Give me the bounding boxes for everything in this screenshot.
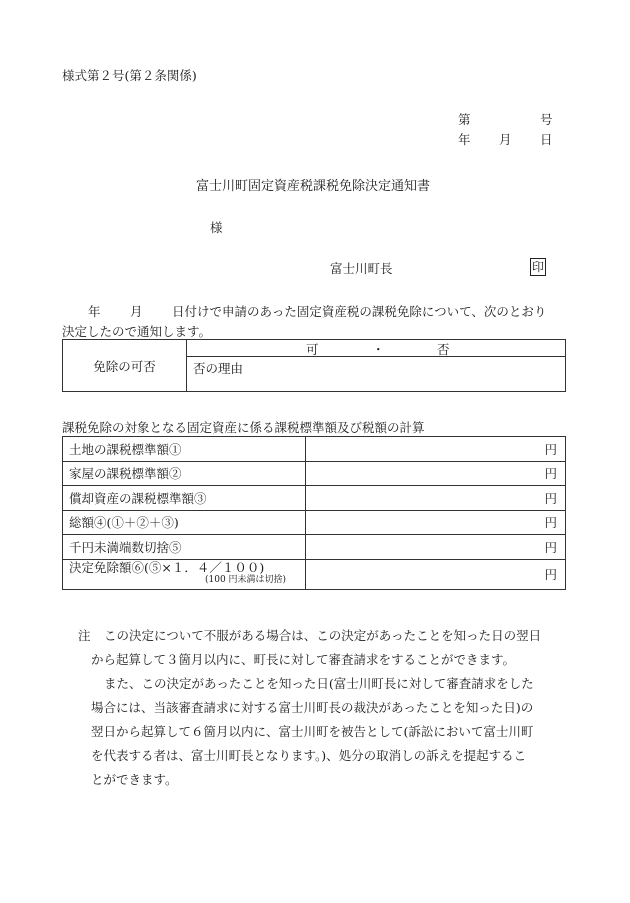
table-row [63, 486, 566, 511]
row-unit: 円 [306, 535, 566, 560]
page-title: 富士川町固定資産税課税免除決定通知書 [196, 179, 431, 194]
note-para1-line2: から起算して３箇月以内に、町長に対して審査請求をすることができます。 [91, 652, 516, 667]
row-label: 償却資産の課税標準額③ [63, 486, 306, 511]
row-sublabel: (100 円未満は切捨) [205, 575, 287, 585]
reason-label: 否の理由 [193, 361, 244, 376]
row-label: 土地の課税標準額① [63, 437, 306, 462]
row-unit: 円 [306, 559, 566, 589]
note-para2-line2: 場合には、当該審査請求に対する富士川町長の裁決があったことを知った日)の [91, 700, 534, 715]
intro-year: 年 [88, 304, 101, 319]
row-label: 家屋の課税標準額② [63, 461, 306, 486]
intro-line2: 決定したので通知します。 [62, 324, 212, 339]
number-suffix: 号 [540, 112, 553, 127]
row-unit: 円 [306, 486, 566, 511]
decision-table [62, 339, 566, 392]
date-month: 月 [499, 132, 512, 147]
reason-cell [187, 357, 566, 392]
issuer-name: 富士川町長 [330, 261, 393, 276]
row-unit: 円 [306, 510, 566, 535]
row-label-multi [63, 559, 306, 589]
table-row [63, 559, 566, 589]
row-label: 総額④(①＋②＋③) [63, 510, 306, 535]
table-row [63, 510, 566, 535]
date-day: 日 [540, 132, 553, 147]
date-year: 年 [458, 132, 471, 147]
note-para2-line4: を代表する者は、富士川町長となります。)、処分の取消しの訴えを提起するこ [91, 748, 527, 763]
row-unit: 円 [306, 461, 566, 486]
seal-mark: 印 [531, 260, 544, 274]
calc-section-title: 課税免除の対象となる固定資産に係る課税標準額及び税額の計算 [62, 420, 425, 435]
note-para2-line3: 翌日から起算して６箇月以内に、富士川町を被告として(訴訟において富士川町 [91, 724, 534, 739]
note-para2-line5: とができます。 [91, 772, 178, 787]
intro-month: 月 [130, 304, 143, 319]
row-label: 決定免除額⑥(⑤×１．４／１００) [69, 560, 265, 575]
table-row [63, 461, 566, 486]
note-para2-line1: また、この決定があったことを知った日(富士川町長に対して審査請求をした [104, 676, 534, 691]
table-row [63, 535, 566, 560]
row-unit: 円 [306, 437, 566, 462]
recipient-suffix: 様 [210, 220, 223, 235]
calc-table [62, 436, 566, 590]
decision-options [187, 340, 566, 357]
form-label: 様式第２号(第２条関係) [62, 68, 197, 83]
number-prefix: 第 [458, 112, 471, 127]
option-yes: 可 [306, 342, 319, 357]
option-separator: ・ [372, 342, 385, 357]
intro-line1: 日付けで申請のあった固定資産税の課税免除について、次のとおり [172, 304, 547, 319]
note-para1-line1: この決定について不服がある場合は、この決定があったことを知った日の翌日 [104, 628, 542, 643]
option-no: 否 [437, 342, 450, 357]
decision-label: 免除の可否 [63, 340, 187, 392]
row-label: 千円未満端数切捨⑤ [63, 535, 306, 560]
table-row [63, 437, 566, 462]
note-mark: 注 [78, 628, 91, 643]
